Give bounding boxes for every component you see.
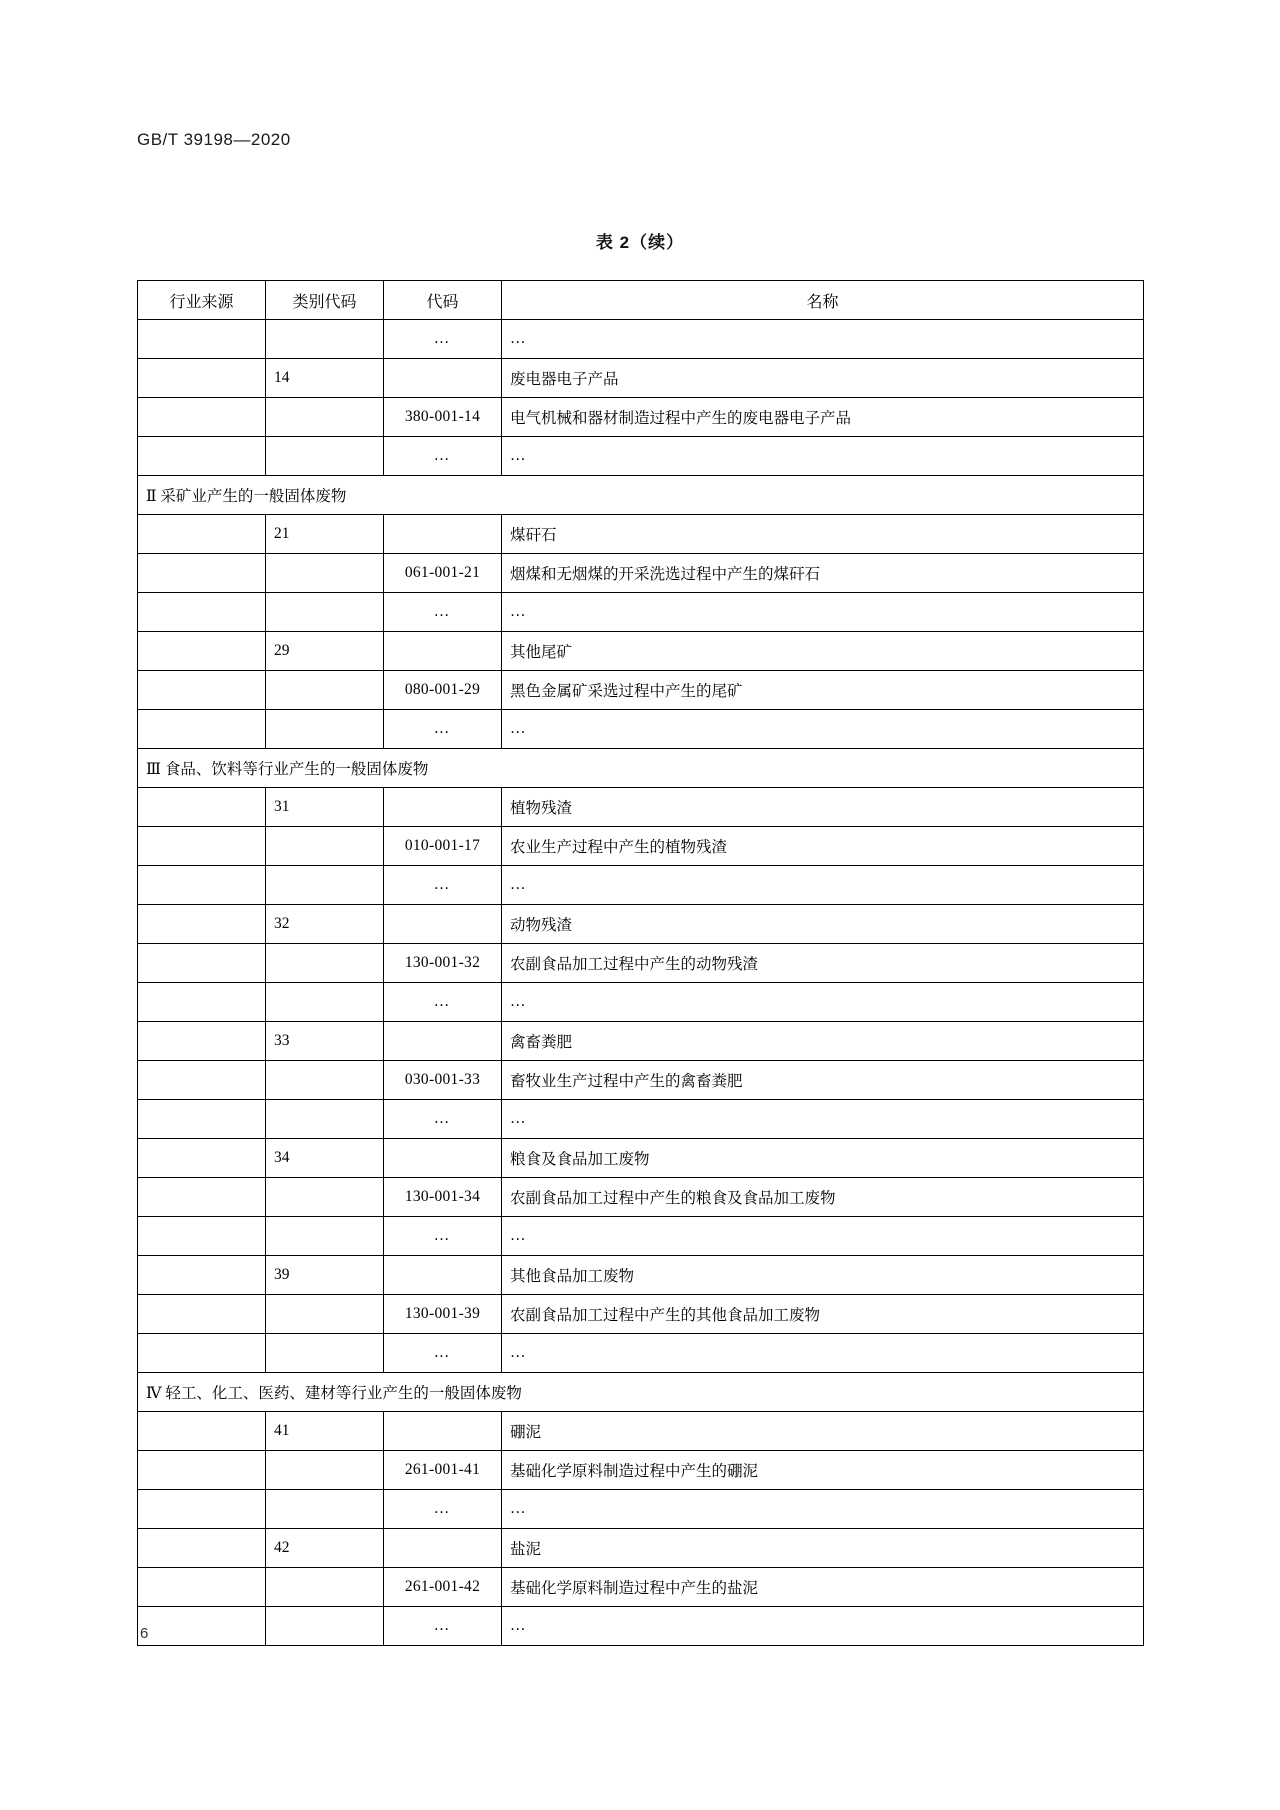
cell-category-code — [266, 944, 384, 983]
cell-code: 130-001-39 — [384, 1295, 502, 1334]
cell-category-code: 41 — [266, 1412, 384, 1451]
cell-name: … — [502, 593, 1144, 632]
cell-industry-source — [138, 1451, 266, 1490]
waste-classification-table — [137, 280, 1144, 1646]
cell-industry-source — [138, 1217, 266, 1256]
cell-name: 其他尾矿 — [502, 632, 1144, 671]
cell-category-code: 39 — [266, 1256, 384, 1295]
cell-code: … — [384, 320, 502, 359]
table-row — [138, 1412, 1144, 1451]
table-row — [138, 866, 1144, 905]
cell-name: 电气机械和器材制造过程中产生的废电器电子产品 — [502, 398, 1144, 437]
cell-category-code — [266, 983, 384, 1022]
cell-code — [384, 1412, 502, 1451]
cell-industry-source — [138, 359, 266, 398]
cell-code: … — [384, 710, 502, 749]
cell-name: 基础化学原料制造过程中产生的硼泥 — [502, 1451, 1144, 1490]
cell-name: … — [502, 1334, 1144, 1373]
table-section-row — [138, 476, 1144, 515]
cell-code — [384, 1256, 502, 1295]
cell-code: 380-001-14 — [384, 398, 502, 437]
cell-industry-source — [138, 515, 266, 554]
table-row — [138, 1451, 1144, 1490]
table-row — [138, 554, 1144, 593]
cell-name: … — [502, 866, 1144, 905]
cell-code: … — [384, 1334, 502, 1373]
cell-category-code: 29 — [266, 632, 384, 671]
table-row — [138, 437, 1144, 476]
table-container — [137, 280, 1143, 1646]
cell-name: 硼泥 — [502, 1412, 1144, 1451]
cell-industry-source — [138, 788, 266, 827]
table-row — [138, 1022, 1144, 1061]
cell-industry-source — [138, 1568, 266, 1607]
table-row — [138, 1529, 1144, 1568]
cell-industry-source — [138, 1607, 266, 1646]
table-row — [138, 1178, 1144, 1217]
table-row — [138, 1217, 1144, 1256]
cell-industry-source — [138, 1295, 266, 1334]
cell-code — [384, 359, 502, 398]
cell-industry-source — [138, 671, 266, 710]
column-header-code: 代码 — [384, 281, 502, 320]
cell-name: 煤矸石 — [502, 515, 1144, 554]
cell-name: 粮食及食品加工废物 — [502, 1139, 1144, 1178]
cell-industry-source — [138, 1100, 266, 1139]
cell-code — [384, 1139, 502, 1178]
table-row — [138, 398, 1144, 437]
cell-code: … — [384, 983, 502, 1022]
cell-name: 植物残渣 — [502, 788, 1144, 827]
cell-name: 烟煤和无烟煤的开采洗选过程中产生的煤矸石 — [502, 554, 1144, 593]
cell-industry-source — [138, 1256, 266, 1295]
table-row — [138, 671, 1144, 710]
cell-category-code — [266, 593, 384, 632]
cell-category-code — [266, 1490, 384, 1529]
column-header-industry-source: 行业来源 — [138, 281, 266, 320]
cell-code — [384, 905, 502, 944]
cell-name: … — [502, 983, 1144, 1022]
table-row — [138, 1568, 1144, 1607]
cell-code: 130-001-32 — [384, 944, 502, 983]
cell-code — [384, 515, 502, 554]
cell-code: 010-001-17 — [384, 827, 502, 866]
cell-code: 030-001-33 — [384, 1061, 502, 1100]
cell-name: 农业生产过程中产生的植物残渣 — [502, 827, 1144, 866]
cell-industry-source — [138, 827, 266, 866]
cell-industry-source — [138, 1490, 266, 1529]
cell-category-code: 21 — [266, 515, 384, 554]
cell-category-code — [266, 1217, 384, 1256]
cell-category-code — [266, 710, 384, 749]
cell-name: … — [502, 437, 1144, 476]
table-row — [138, 515, 1144, 554]
table-row — [138, 632, 1144, 671]
cell-industry-source — [138, 866, 266, 905]
table-caption: 表 2（续） — [595, 233, 685, 252]
cell-category-code: 42 — [266, 1529, 384, 1568]
cell-code: 061-001-21 — [384, 554, 502, 593]
column-header-category-code: 类别代码 — [266, 281, 384, 320]
page-number: 6 — [140, 1625, 149, 1642]
table-row — [138, 944, 1144, 983]
cell-code: 261-001-41 — [384, 1451, 502, 1490]
cell-industry-source — [138, 437, 266, 476]
cell-name: 盐泥 — [502, 1529, 1144, 1568]
cell-industry-source — [138, 398, 266, 437]
cell-name: 其他食品加工废物 — [502, 1256, 1144, 1295]
cell-industry-source — [138, 593, 266, 632]
cell-code — [384, 1022, 502, 1061]
cell-industry-source — [138, 1022, 266, 1061]
table-section-row — [138, 1373, 1144, 1412]
cell-industry-source — [138, 905, 266, 944]
cell-category-code — [266, 1451, 384, 1490]
standard-number-header: GB/T 39198—2020 — [137, 130, 291, 149]
table-row — [138, 1100, 1144, 1139]
table-row — [138, 1490, 1144, 1529]
cell-code: 261-001-42 — [384, 1568, 502, 1607]
cell-code: … — [384, 437, 502, 476]
cell-name: 农副食品加工过程中产生的动物残渣 — [502, 944, 1144, 983]
table-row — [138, 1256, 1144, 1295]
section-label: Ⅳ 轻工、化工、医药、建材等行业产生的一般固体废物 — [138, 1373, 1144, 1412]
cell-name: … — [502, 1607, 1144, 1646]
cell-name: 基础化学原料制造过程中产生的盐泥 — [502, 1568, 1144, 1607]
cell-code: 080-001-29 — [384, 671, 502, 710]
cell-category-code — [266, 1295, 384, 1334]
cell-category-code — [266, 1100, 384, 1139]
cell-category-code: 14 — [266, 359, 384, 398]
cell-category-code — [266, 1334, 384, 1373]
cell-industry-source — [138, 1412, 266, 1451]
cell-industry-source — [138, 1061, 266, 1100]
cell-category-code — [266, 320, 384, 359]
table-row — [138, 1334, 1144, 1373]
cell-category-code — [266, 554, 384, 593]
cell-category-code — [266, 1568, 384, 1607]
cell-industry-source — [138, 1139, 266, 1178]
cell-name: … — [502, 1100, 1144, 1139]
cell-category-code: 32 — [266, 905, 384, 944]
table-row — [138, 593, 1144, 632]
cell-category-code — [266, 866, 384, 905]
section-label: Ⅲ 食品、饮料等行业产生的一般固体废物 — [138, 749, 1144, 788]
table-header-row — [138, 281, 1144, 320]
cell-category-code — [266, 1061, 384, 1100]
cell-code — [384, 788, 502, 827]
table-row — [138, 710, 1144, 749]
cell-industry-source — [138, 983, 266, 1022]
cell-code: … — [384, 1607, 502, 1646]
cell-code — [384, 1529, 502, 1568]
cell-industry-source — [138, 320, 266, 359]
cell-name: 农副食品加工过程中产生的其他食品加工废物 — [502, 1295, 1144, 1334]
table-row — [138, 983, 1144, 1022]
table-row — [138, 359, 1144, 398]
cell-name: … — [502, 710, 1144, 749]
cell-category-code — [266, 437, 384, 476]
cell-code: … — [384, 1100, 502, 1139]
table-row — [138, 905, 1144, 944]
section-label: Ⅱ 采矿业产生的一般固体废物 — [138, 476, 1144, 515]
table-row — [138, 320, 1144, 359]
cell-code — [384, 632, 502, 671]
column-header-name: 名称 — [502, 281, 1144, 320]
cell-name: 畜牧业生产过程中产生的禽畜粪肥 — [502, 1061, 1144, 1100]
cell-industry-source — [138, 554, 266, 593]
table-section-row — [138, 749, 1144, 788]
cell-name: 农副食品加工过程中产生的粮食及食品加工废物 — [502, 1178, 1144, 1217]
cell-industry-source — [138, 710, 266, 749]
cell-category-code: 33 — [266, 1022, 384, 1061]
cell-name: … — [502, 1217, 1144, 1256]
cell-name: 动物残渣 — [502, 905, 1144, 944]
table-row — [138, 1295, 1144, 1334]
cell-code: 130-001-34 — [384, 1178, 502, 1217]
cell-code: … — [384, 593, 502, 632]
cell-category-code: 31 — [266, 788, 384, 827]
table-row — [138, 1139, 1144, 1178]
cell-name: … — [502, 320, 1144, 359]
table-row — [138, 788, 1144, 827]
cell-industry-source — [138, 632, 266, 671]
cell-category-code — [266, 671, 384, 710]
cell-name: 黑色金属矿采选过程中产生的尾矿 — [502, 671, 1144, 710]
table-row — [138, 1607, 1144, 1646]
cell-category-code — [266, 827, 384, 866]
cell-industry-source — [138, 1178, 266, 1217]
cell-name: 禽畜粪肥 — [502, 1022, 1144, 1061]
table-body — [138, 320, 1144, 1646]
cell-name: … — [502, 1490, 1144, 1529]
cell-code: … — [384, 1490, 502, 1529]
cell-category-code: 34 — [266, 1139, 384, 1178]
cell-category-code — [266, 1178, 384, 1217]
cell-category-code — [266, 398, 384, 437]
cell-category-code — [266, 1607, 384, 1646]
cell-industry-source — [138, 944, 266, 983]
cell-code: … — [384, 866, 502, 905]
table-row — [138, 827, 1144, 866]
cell-industry-source — [138, 1529, 266, 1568]
cell-industry-source — [138, 1334, 266, 1373]
cell-code: … — [384, 1217, 502, 1256]
cell-name: 废电器电子产品 — [502, 359, 1144, 398]
table-row — [138, 1061, 1144, 1100]
